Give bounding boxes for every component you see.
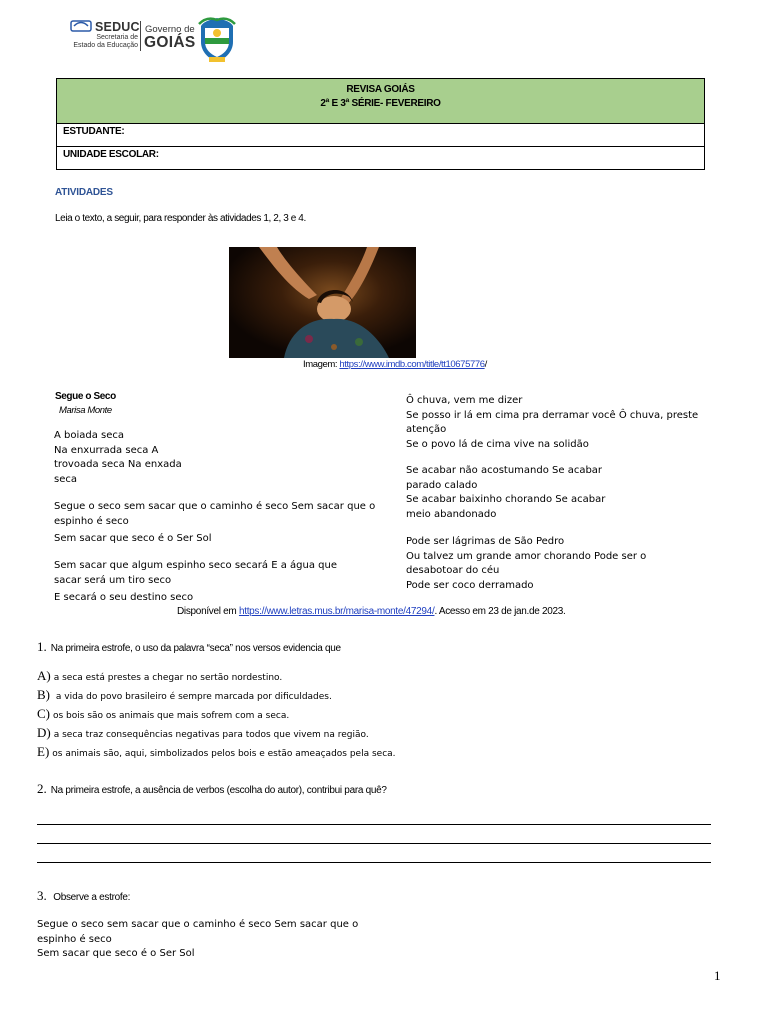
seduc-sub-line-2: Estado da Educação [73,41,138,49]
poem-line: Sem sacar que seco é o Ser Sol [54,533,212,544]
imdb-link[interactable]: https://www.imdb.com/title/tt10675776 [339,359,485,370]
poem-line: espinho é seco [54,515,129,527]
source-suffix: . Acesso em 23 de jan.de 2023. [434,606,566,617]
poem-line: Se posso ir lá em cima pra derramar você Ô chuva, preste [406,409,699,421]
poem-line: Pode ser coco derramado [406,579,534,591]
header-subtitle: 2ª E 3ª SÉRIE- FEVEREIRO [320,98,441,109]
header-title-cell [57,79,704,124]
poem-line: Segue o seco sem sacar que o caminho é seco Sem sacar que o [54,501,376,512]
image-caption-prefix: Imagem: [303,359,340,370]
letras-link[interactable]: https://www.letras.mus.br/marisa-monte/47294/ [238,606,435,617]
quote-line: Segue o seco sem sacar que o caminho é seco Sem sacar que o [37,919,359,930]
poem-author: Marisa Monte [59,405,112,416]
poem-line: Na enxurrada seca A [54,444,159,456]
answer-line-3[interactable] [37,862,711,863]
poem-line: parado calado [406,479,478,491]
question-2 [37,781,387,797]
question-2-number: 2. [37,781,47,796]
poem-line: Se o povo lá de cima vive na solidão [406,438,589,450]
option-letter: B) [37,687,50,702]
image-caption [303,359,487,370]
poem-line: Pode ser lágrimas de São Pedro [406,536,565,547]
poem-line: Se acabar baixinho chorando Se acabar [406,494,606,505]
option-letter: C) [37,706,50,721]
poem-left-stanza-2 [54,500,376,529]
poem-line: meio abandonado [406,508,497,520]
quote-line: Sem sacar que seco é o Ser Sol [37,948,195,959]
question-3 [37,888,130,904]
source-citation [177,606,566,617]
poem-line: trovoada seca Na enxada [54,459,182,470]
poem-line: A boiada seca [54,430,125,441]
poem-line: atenção [406,424,447,435]
poem-right-stanza-1 [406,394,706,452]
option-b[interactable] [37,687,332,703]
seduc-logo-mark-icon [70,18,92,34]
answer-line-2[interactable] [37,843,711,844]
question-1-text: Na primeira estrofe, o uso da palavra “seca” nos versos evidencia que [50,643,341,654]
poem-line: Ô chuva, vem me dizer [406,395,523,406]
student-field[interactable]: ESTUDANTE: [57,124,704,147]
singer-photo [229,247,416,358]
poem-line: Ou talvez um grande amor chorando Pode ser o [406,550,647,562]
option-letter: D) [37,725,51,740]
question-1-number: 1. [37,639,47,654]
poem-left-stanza-3 [54,532,354,547]
activities-heading: ATIVIDADES [55,187,113,198]
question-3-quote [37,918,358,962]
poem-left-stanza-5 [54,591,354,606]
option-text: os bois são os animais que mais sofrem com a seca. [53,711,290,721]
seduc-logo-text: SEDUC [95,20,140,34]
question-3-number: 3. [37,888,47,903]
option-text: a seca está prestes a chegar no sertão nordestino. [53,673,283,683]
option-e[interactable] [37,744,396,760]
seduc-logo-subtitle [66,34,138,49]
poem-line: sacar será um tiro seco [54,574,172,586]
goias-logo-text: GOIÁS [144,34,196,51]
option-text: os animais são, aqui, simbolizados pelos bois e estão ameaçados pela seca. [52,749,396,759]
poem-left-stanza-4 [54,559,354,588]
poem-line: Se acabar não acostumando Se acabar [406,465,603,476]
option-text: a vida do povo brasileiro é sempre marcada por dificuldades. [53,692,332,702]
page-number: 1 [714,968,721,983]
question-3-text: Observe a estrofe: [50,892,131,903]
poem-line: desabotoar do céu [406,565,500,576]
option-d[interactable] [37,725,369,741]
question-2-text: Na primeira estrofe, a ausência de verbos (escolha do autor), contribui para quê? [50,785,387,796]
image-caption-suffix: / [484,359,487,370]
question-1 [37,639,341,655]
option-text: a seca traz consequências negativas para todos que vivem na região. [53,730,369,740]
answer-line-1[interactable] [37,824,711,825]
school-field[interactable]: UNIDADE ESCOLAR: [63,149,159,160]
poem-title: Segue o Seco [55,391,116,402]
source-prefix: Disponível em [177,606,239,617]
goias-crest-icon [197,16,237,64]
seduc-sub-line-1: Secretaria de [96,34,138,41]
poem-right-stanza-3 [406,535,706,593]
option-a[interactable] [37,668,282,684]
logo-divider [140,21,141,51]
header-table [56,78,705,170]
poem-line: Sem sacar que algum espinho seco secará E a água que [54,560,337,571]
poem-line: seca [54,473,77,485]
poem-left-stanza-1 [54,429,354,487]
option-letter: E) [37,744,50,759]
poem-line: E secará o seu destino seco [54,592,194,603]
instruction-text: Leia o texto, a seguir, para responder às atividades 1, 2, 3 e 4. [55,213,306,224]
option-c[interactable] [37,706,289,722]
quote-line: espinho é seco [37,933,112,945]
option-letter: A) [37,668,51,683]
governo-de-text: Governo de [145,24,195,35]
poem-right-stanza-2 [406,464,706,522]
header-title: REVISA GOIÁS [346,84,415,95]
